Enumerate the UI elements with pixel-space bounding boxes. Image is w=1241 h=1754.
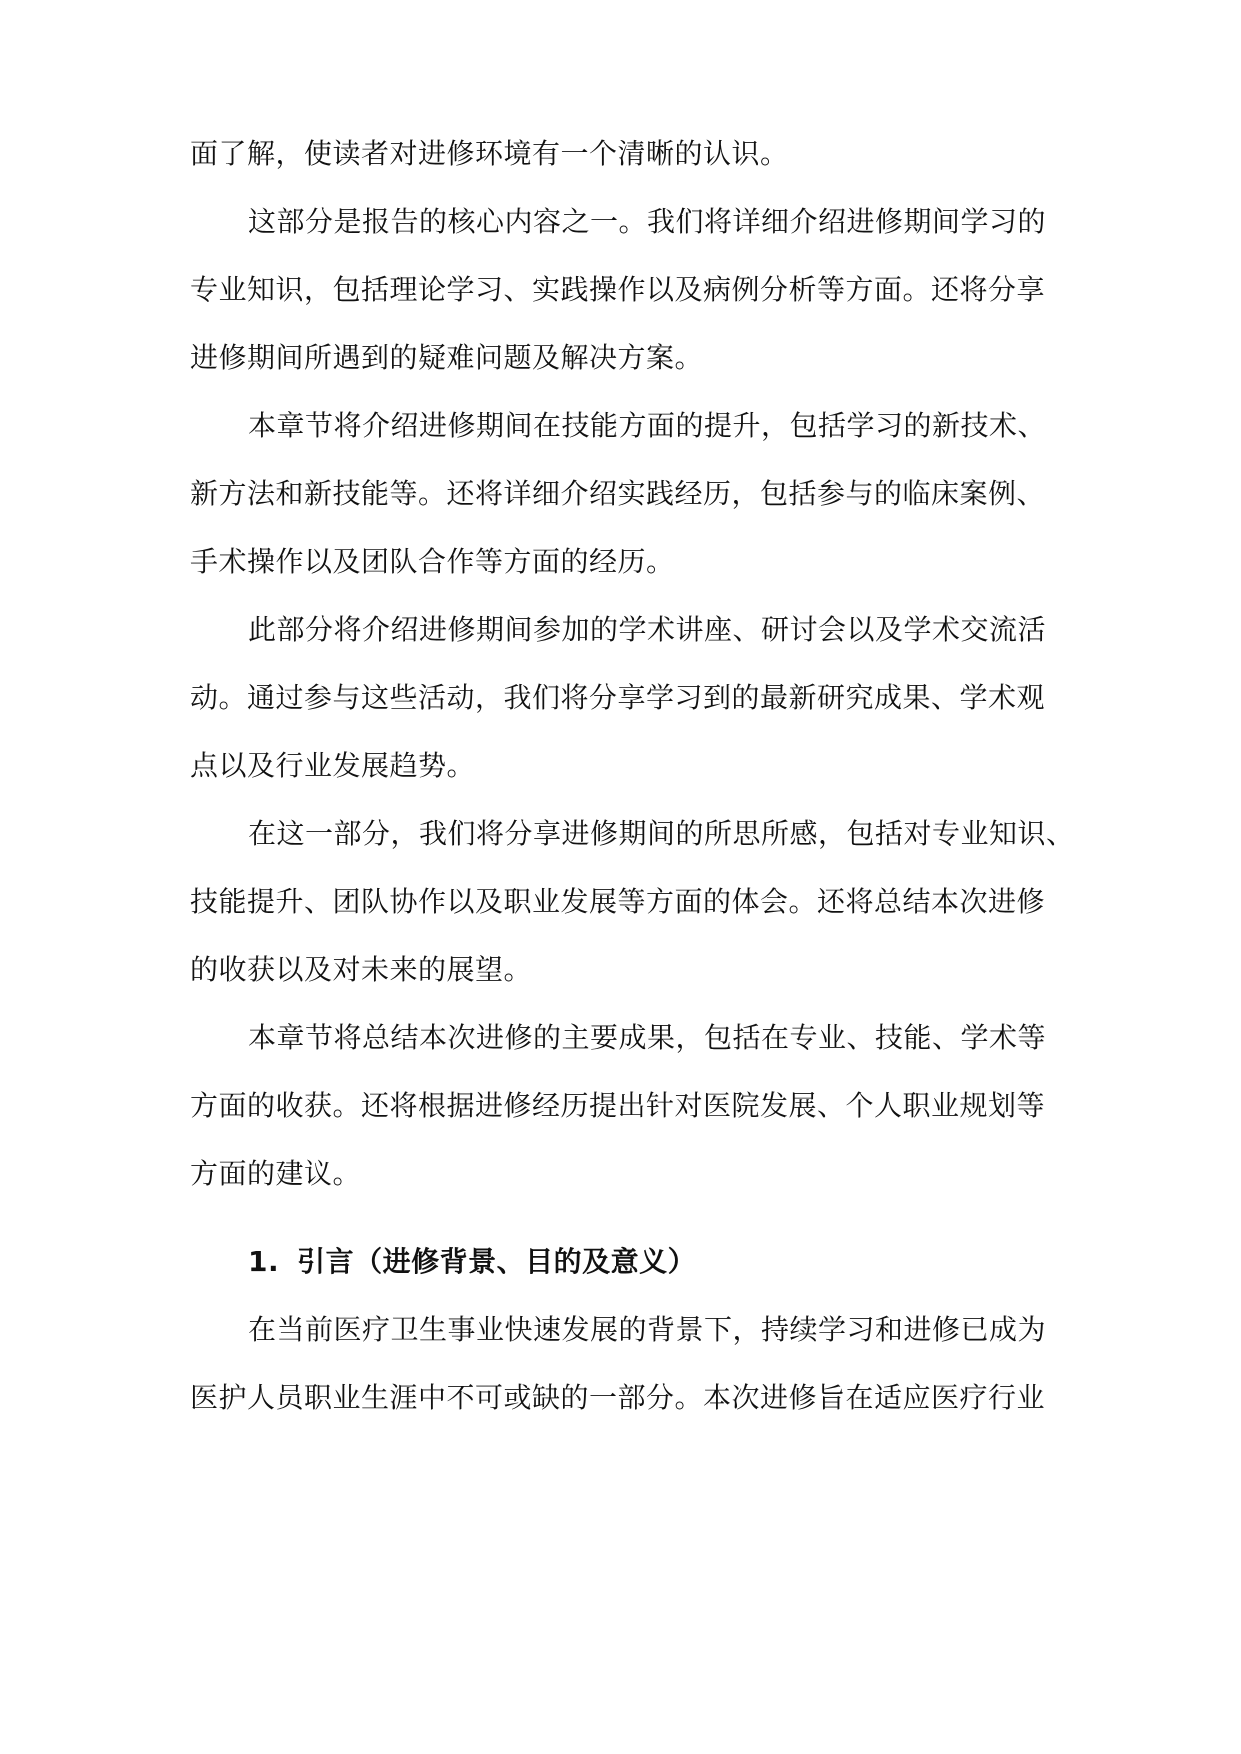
section-number: 1. [248,1245,280,1278]
text-line: 进修期间所遇到的疑难问题及解决方案。 [190,341,704,374]
text-line: 方面的建议。 [190,1157,362,1190]
text-line: 新方法和新技能等。还将详细介绍实践经历，包括参与的临床案例、 [190,477,1046,510]
text-line: 的收获以及对未来的展望。 [190,953,533,986]
text-line: 方面的收获。还将根据进修经历提出针对医院发展、个人职业规划等 [190,1089,1046,1122]
text-line: 医护人员职业生涯中不可或缺的一部分。本次进修旨在适应医疗行业 [190,1381,1046,1414]
section-heading [248,1242,696,1282]
paragraph-first-line: 在当前医疗卫生事业快速发展的背景下，持续学习和进修已成为 [248,1313,1047,1346]
text-line: 点以及行业发展趋势。 [190,749,476,782]
text-line: 专业知识，包括理论学习、实践操作以及病例分析等方面。还将分享 [190,273,1046,306]
text-line: 技能提升、团队协作以及职业发展等方面的体会。还将总结本次进修 [190,885,1046,918]
section-title: 引言（进修背景、目的及意义） [297,1245,697,1278]
paragraph-first-line: 本章节将总结本次进修的主要成果，包括在专业、技能、学术等 [248,1021,1047,1054]
paragraph-first-line: 此部分将介绍进修期间参加的学术讲座、研讨会以及学术交流活 [248,613,1047,646]
paragraph-first-line: 这部分是报告的核心内容之一。我们将详细介绍进修期间学习的 [248,205,1047,238]
text-line: 手术操作以及团队合作等方面的经历。 [190,545,675,578]
text-line: 面了解，使读者对进修环境有一个清晰的认识。 [190,137,789,170]
paragraph-first-line: 在这一部分，我们将分享进修期间的所思所感，包括对专业知识、 [248,817,1075,850]
text-line: 动。通过参与这些活动，我们将分享学习到的最新研究成果、学术观 [190,681,1046,714]
paragraph-first-line: 本章节将介绍进修期间在技能方面的提升，包括学习的新技术、 [248,409,1047,442]
